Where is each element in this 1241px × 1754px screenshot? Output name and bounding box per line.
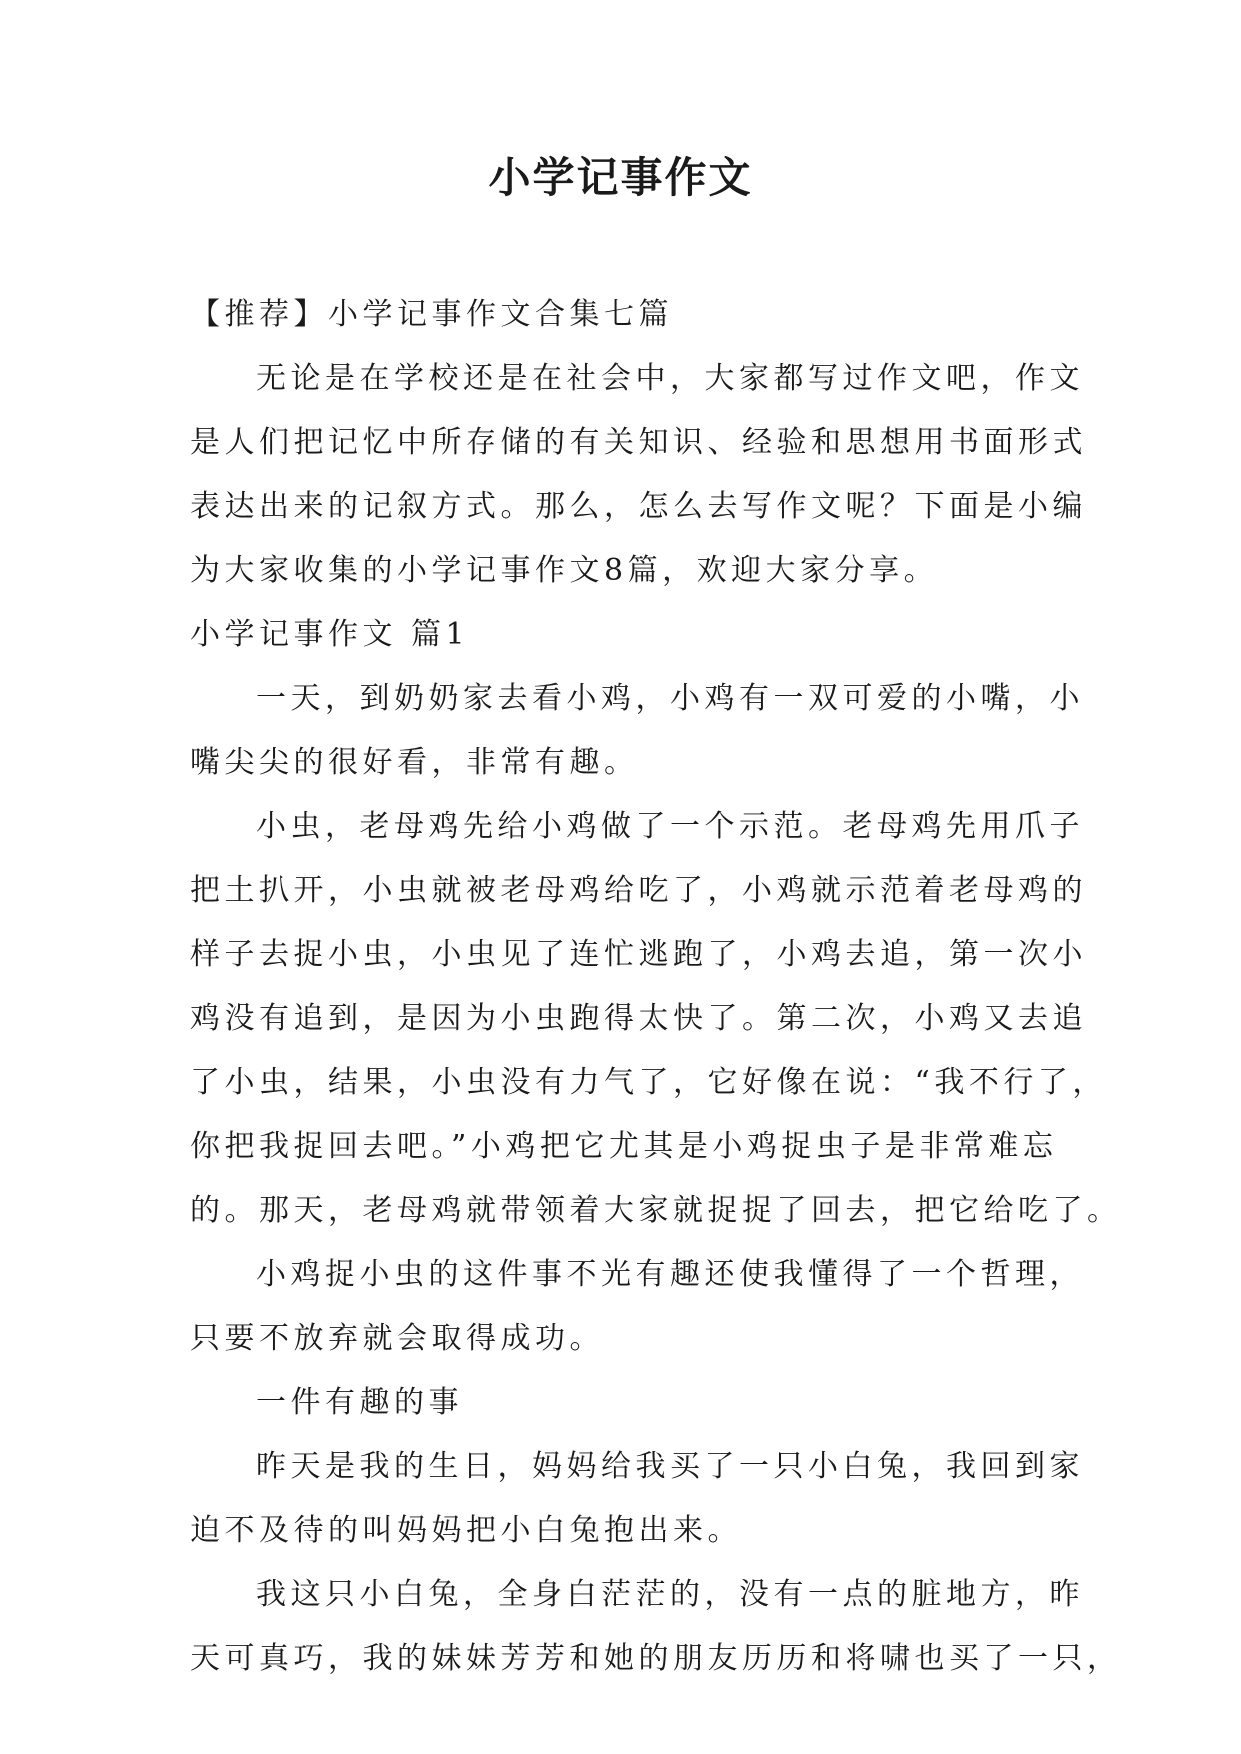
text-line: 为大家收集的小学记事作文8篇，欢迎大家分享。	[190, 553, 939, 588]
text-line: 是人们把记忆中所存储的有关知识、经验和思想用书面形式	[190, 425, 1087, 460]
text-line: 表达出来的记叙方式。那么，怎么去写作文呢？下面是小编	[190, 489, 1087, 524]
text-line: 只要不放弃就会取得成功。	[190, 1321, 604, 1356]
text-line: 一天，到奶奶家去看小鸡，小鸡有一双可爱的小嘴，小	[256, 681, 1084, 716]
text-line: 你把我捉回去吧。”小鸡把它尤其是小鸡捉虫子是非常难忘	[190, 1129, 1058, 1164]
text-line: 小鸡捉小虫的这件事不光有趣还使我懂得了一个哲理，	[256, 1257, 1084, 1292]
text-line: 无论是在学校还是在社会中，大家都写过作文吧，作文	[256, 361, 1084, 396]
text-line: 了小虫，结果，小虫没有力气了，它好像在说：“我不行了，	[190, 1065, 1107, 1100]
text-line: 把土扒开，小虫就被老母鸡给吃了，小鸡就示范着老母鸡的	[190, 873, 1087, 908]
document-body	[190, 283, 1122, 1691]
text-line: 昨天是我的生日，妈妈给我买了一只小白兔，我回到家	[256, 1449, 1084, 1484]
text-line: 天可真巧，我的妹妹芳芳和她的朋友历历和将啸也买了一只，	[190, 1641, 1122, 1676]
text-line: 的。那天，老母鸡就带领着大家就捉捉了回去，把它给吃了。	[190, 1193, 1122, 1228]
text-line: 样子去捉小虫，小虫见了连忙逃跑了，小鸡去追，第一次小	[190, 937, 1087, 972]
document-title: 小学记事作文	[488, 153, 753, 202]
text-line: 嘴尖尖的很好看，非常有趣。	[190, 745, 639, 780]
text-line: 我这只小白兔，全身白茫茫的，没有一点的脏地方，昨	[256, 1577, 1084, 1612]
text-line: 小虫，老母鸡先给小鸡做了一个示范。老母鸡先用爪子	[256, 809, 1084, 844]
text-line: 小学记事作文 篇1	[190, 617, 470, 652]
text-line: 【推荐】小学记事作文合集七篇	[190, 297, 673, 332]
text-line: 迫不及待的叫妈妈把小白兔抱出来。	[190, 1513, 742, 1548]
text-line: 一件有趣的事	[256, 1385, 463, 1420]
text-line: 鸡没有追到，是因为小虫跑得太快了。第二次，小鸡又去追	[190, 1001, 1087, 1036]
